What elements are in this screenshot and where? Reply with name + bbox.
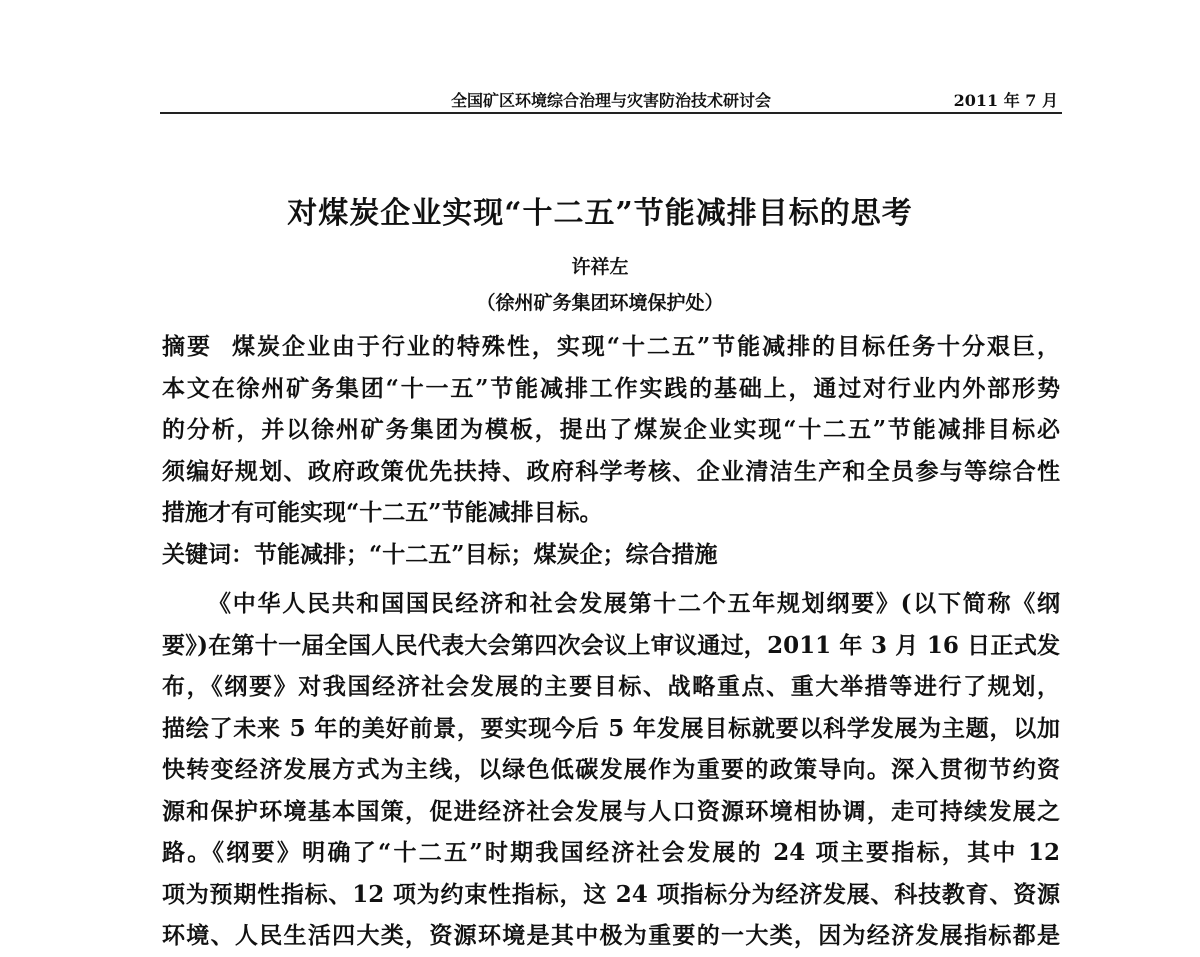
keywords-line	[162, 534, 1060, 576]
body-line: 要》)在第十一届全国人民代表大会第四次会议上审议通过，2011 年 3 月 16 日正式发	[162, 631, 1060, 659]
paper-body	[162, 326, 1060, 957]
running-head	[160, 86, 1062, 114]
abstract-line: 措施才有可能实现“十二五”节能减排目标。	[162, 499, 603, 526]
paper-title: 对煤炭企业实现“十二五”节能减排目标的思考	[287, 196, 913, 231]
body-line: 路。《纲要》明确了“十二五”时期我国经济社会发展的 24 项主要指标，其中 12	[162, 839, 1060, 866]
abstract-line: 的分析，并以徐州矿务集团为模板，提出了煤炭企业实现“十二五”节能减排目标必	[162, 416, 1060, 443]
body-line: 源和保护环境基本国策，促进经济社会发展与人口资源环境相协调，走可持续发展之	[162, 797, 1060, 825]
abstract-text: 煤炭企业由于行业的特殊性，实现“十二五”节能减排的目标任务十分艰巨，	[231, 333, 1061, 360]
body-line: 项为预期性指标、12 项为约束性指标，这 24 项指标分为经济发展、科技教育、资源	[162, 880, 1060, 908]
conference-name: 全国矿区环境综合治理与灾害防治技术研讨会	[450, 91, 771, 110]
affiliation: （徐州矿务集团环境保护处）	[476, 292, 724, 314]
abstract-line	[162, 326, 1060, 368]
body-line: 描绘了未来 5 年的美好前景，要实现今后 5 年发展目标就要以科学发展为主题，以加	[162, 714, 1060, 742]
abstract-line: 须编好规划、政府政策优先扶持、政府科学考核、企业清洁生产和全员参与等综合性	[162, 457, 1060, 485]
keywords-label: 关键词：	[162, 540, 254, 568]
body-line: 布，《纲要》对我国经济社会发展的主要目标、战略重点、重大举措等进行了规划，	[162, 673, 1060, 700]
publication-date: 2011 年 7 月	[953, 91, 1058, 110]
abstract-line: 本文在徐州矿务集团“十一五”节能减排工作实践的基础上，通过对行业内外部形势	[162, 374, 1060, 402]
keywords-text: 节能减排；“十二五”目标；煤炭企；综合措施	[254, 540, 718, 568]
author: 许祥左	[571, 256, 629, 278]
body-line: 快转变经济发展方式为主线，以绿色低碳发展作为重要的政策导向。深入贯彻节约资	[162, 756, 1060, 783]
abstract-label: 摘要	[162, 333, 212, 360]
body-line: 《中华人民共和国国民经济和社会发展第十二个五年规划纲要》(以下简称《纲	[208, 590, 1060, 617]
body-line: 环境、人民生活四大类，资源环境是其中极为重要的一大类，因为经济发展指标都是	[162, 922, 1060, 949]
